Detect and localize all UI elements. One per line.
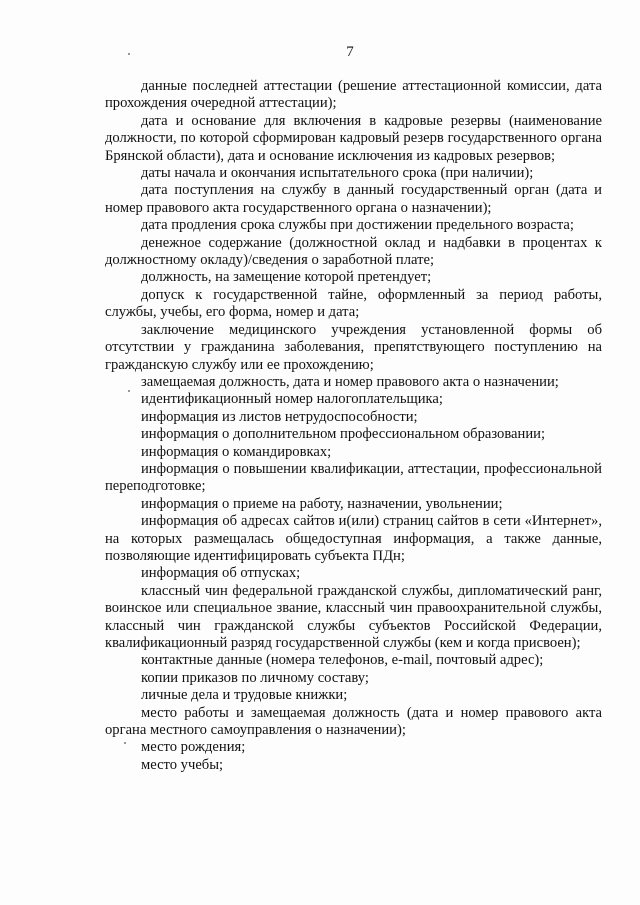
list-item: информация о повышении квалификации, аттестации, профессиональной переподготовке;	[105, 460, 602, 495]
list-item: дата поступления на службу в данный государственный орган (дата и номер правового акта государственного органа о назначении);	[105, 182, 602, 216]
list-item: классный чин федеральной гражданской службы, дипломатический ранг, воинское или специальное звание, классный чин правоохранительной службы, классный чин гражданской службы субъектов Российской Федерации, квалификационный разряд государственной службы (кем и когда присвоен);	[105, 582, 602, 651]
scan-speck	[128, 53, 130, 55]
list-item: место рождения;	[141, 739, 246, 756]
list-item: даты начала и окончания испытательного срока (при наличии);	[141, 165, 534, 182]
list-item: должность, на замещение которой претендует;	[141, 269, 432, 286]
list-item: информация о дополнительном профессиональном образовании;	[141, 426, 545, 443]
list-item: данные последней аттестации (решение аттестационной комиссии, дата прохождения очередной аттестации);	[105, 78, 602, 112]
list-item: замещаемая должность, дата и номер правового акта о назначении;	[141, 373, 559, 390]
list-item: информация о приеме на работу, назначении, увольнении;	[141, 495, 503, 512]
list-item: информация о командировках;	[141, 443, 332, 460]
list-item: личные дела и трудовые книжки;	[141, 687, 348, 704]
list-item: информация об адресах сайтов и(или) страниц сайтов в сети «Интернет», на которых размещалась общедоступная информация, а также данные, позволяющие идентифицировать субъекта ПДн;	[105, 513, 602, 564]
list-item: место учебы;	[141, 756, 224, 773]
list-item: место работы и замещаемая должность (дата и номер правового акта органа местного самоуправления о назначении);	[105, 704, 602, 739]
list-item: дата продления срока службы при достижении предельного возраста;	[141, 217, 574, 234]
list-item: заключение медицинского учреждения установленной формы об отсутствии у гражданина заболевания, препятствующего поступлению на гражданскую службу или ее прохождению;	[105, 321, 602, 373]
page-number: 7	[346, 44, 354, 60]
list-item: копии приказов по личному составу;	[141, 669, 369, 686]
list-item: допуск к государственной тайне, оформленный за период работы, службы, учебы, его форма, номер и дата;	[105, 286, 602, 321]
list-item: информация из листов нетрудоспособности;	[141, 408, 418, 425]
list-item: информация об отпусках;	[141, 565, 301, 582]
document-body	[105, 78, 602, 774]
list-item: контактные данные (номера телефонов, e-mail, почтовый адрес);	[141, 652, 544, 669]
list-item: дата и основание для включения в кадровые резервы (наименование должности, по которой сформирован кадровый резерв государственного органа Брянской области), дата и основание исключения из кадровых резервов;	[105, 112, 602, 164]
list-item: идентификационный номер налогоплательщика;	[141, 391, 443, 408]
list-item: денежное содержание (должностной оклад и надбавки в процентах к должностному окладу)/сведения о заработной плате;	[105, 234, 602, 269]
